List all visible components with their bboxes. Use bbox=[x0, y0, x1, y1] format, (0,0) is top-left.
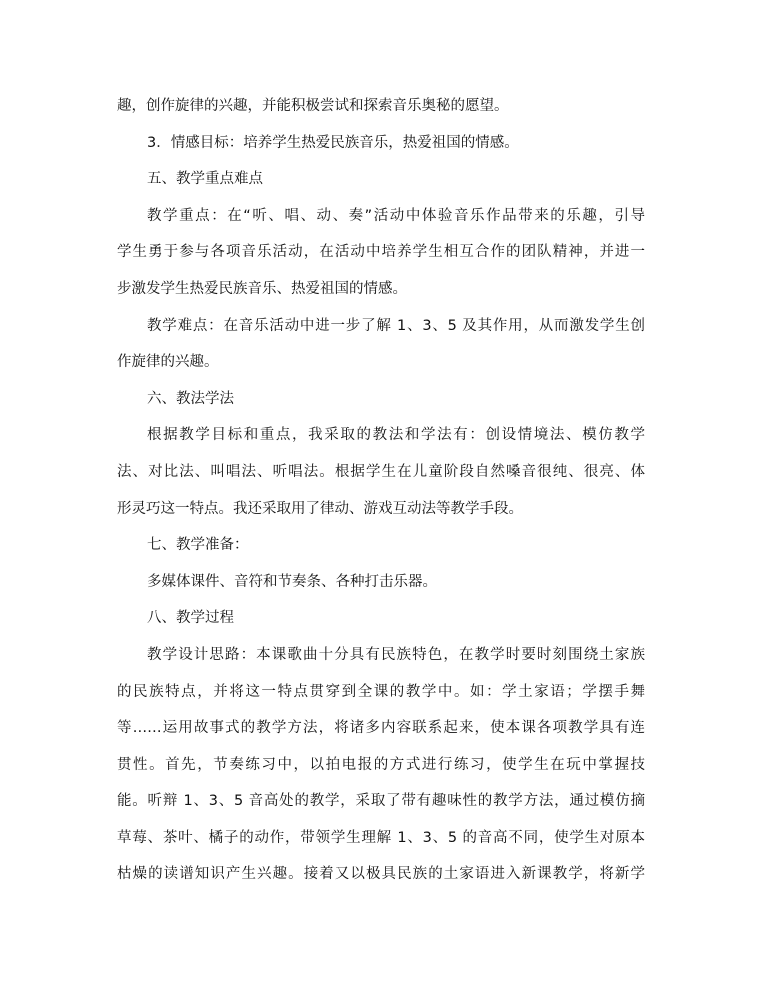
text-line: 的民族特点，并将这一特点贯穿到全课的教学中。如：学土家语；学摆手舞 bbox=[117, 683, 645, 700]
text-line: 贯性。首先，节奏练习中，以拍电报的方式进行练习，使学生在玩中掌握技 bbox=[117, 756, 645, 773]
document-body bbox=[117, 88, 645, 893]
text-line: 3．情感目标：培养学生热爱民族音乐，热爱祖国的情感。 bbox=[147, 134, 519, 151]
text-line: 能。听辩 1、3、5 音高处的教学，采取了带有趣味性的教学方法，通过模仿摘 bbox=[117, 793, 645, 810]
text-line: 法、对比法、叫唱法、听唱法。根据学生在儿童阶段自然嗓音很纯、很亮、体 bbox=[117, 463, 645, 480]
text-line: 步激发学生热爱民族音乐、热爱祖国的情感。 bbox=[117, 280, 407, 297]
text-line: 根据教学目标和重点，我采取的教法和学法有：创设情境法、模仿教学 bbox=[147, 427, 645, 444]
text-line: 作旋律的兴趣。 bbox=[117, 354, 219, 371]
section-heading: 六、教法学法 bbox=[147, 390, 234, 407]
text-line: 教学重点：在“听、唱、动、奏”活动中体验音乐作品带来的乐趣，引导 bbox=[147, 207, 645, 224]
text-line: 趣，创作旋律的兴趣，并能积极尝试和探索音乐奥秘的愿望。 bbox=[117, 98, 509, 114]
section-heading: 七、教学准备： bbox=[147, 537, 249, 554]
text-line: 等……运用故事式的教学方法，将诸多内容联系起来，使本课各项教学具有连 bbox=[117, 720, 645, 737]
text-line: 多媒体课件、音符和节奏条、各种打击乐器。 bbox=[147, 573, 437, 590]
section-heading: 八、教学过程 bbox=[147, 610, 234, 627]
text-line: 教学设计思路：本课歌曲十分具有民族特色，在教学时要时刻围绕土家族 bbox=[147, 646, 645, 663]
text-line: 形灵巧这一特点。我还采取用了律动、游戏互动法等教学手段。 bbox=[117, 500, 523, 517]
text-line: 教学难点：在音乐活动中进一步了解 1、3、5 及其作用，从而激发学生创 bbox=[147, 317, 645, 334]
section-heading: 五、教学重点难点 bbox=[147, 171, 263, 188]
text-line: 学生勇于参与各项音乐活动，在活动中培养学生相互合作的团队精神，并进一 bbox=[117, 244, 645, 261]
text-line: 草莓、茶叶、橘子的动作，带领学生理解 1、3、5 的音高不同，使学生对原本 bbox=[117, 829, 645, 846]
text-line: 枯燥的读谱知识产生兴趣。接着又以极具民族的土家语进入新课教学，将新学 bbox=[117, 866, 645, 883]
